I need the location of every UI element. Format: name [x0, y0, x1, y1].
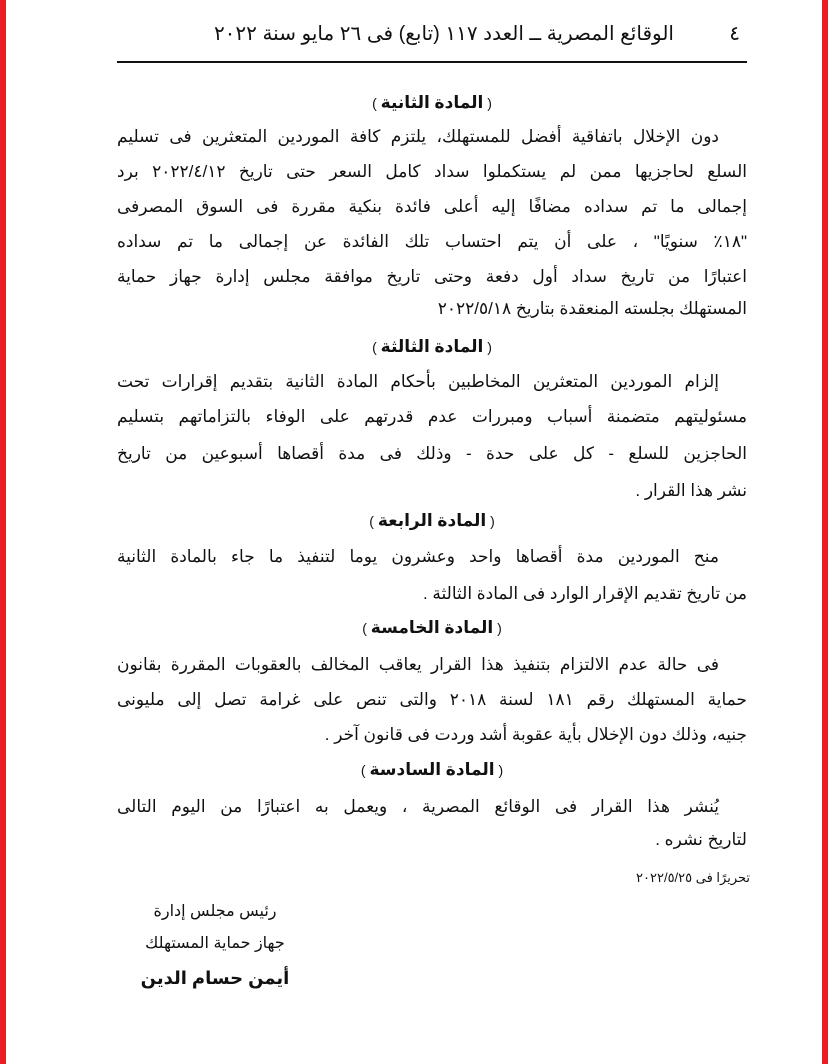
signature-title-line1: رئيس مجلس إدارة: [153, 903, 277, 920]
article-line: "١٨٪ سنويًا" ، على أن يتم احتساب تلك الفائدة عن إجمالى ما تم سداده: [117, 232, 747, 251]
article-line: دون الإخلال باتفاقية أفضل للمستهلك، يلتزم كافة الموردين المتعثرين فى تسليم: [117, 127, 719, 146]
article-heading: ( المادة الخامسة ): [362, 618, 502, 637]
signature-title-line2: جهاز حماية المستهلك: [145, 935, 285, 952]
page-header: [180, 18, 740, 50]
article-line: المستهلك بجلسته المنعقدة بتاريخ ٢٠٢٢/٥/١٨: [437, 299, 747, 318]
article-line: السلع لحاجزيها ممن لم يستكملوا سداد كامل السعر حتى تاريخ ٢٠٢٢/٤/١٢ برد: [117, 162, 748, 181]
article-line: يُنشر هذا القرار فى الوقائع المصرية ، ويعمل به اعتبارًا من اليوم التالى: [117, 797, 719, 816]
article-line: الحاجزين للسلع - كل على حدة - وذلك فى مدة أقصاها أسبوعين من تاريخ: [117, 444, 747, 463]
article-line: جنيه، وذلك دون الإخلال بأية عقوبة أشد وردت فى قانون آخر .: [324, 725, 747, 744]
article-line: حماية المستهلك رقم ١٨١ لسنة ٢٠١٨ والتى تنص على غرامة تصل إلى مليونى: [117, 690, 747, 709]
gazette-title: الوقائع المصرية ــ العدد ١١٧ (تابع) فى ٢٦ مايو سنة ٢٠٢٢: [213, 23, 674, 45]
article-line: منح الموردين مدة أقصاها واحد وعشرون يوما لتنفيذ ما جاء بالمادة الثانية: [117, 547, 719, 566]
article-heading: ( المادة الثانية ): [372, 93, 492, 112]
page-number: ٤: [729, 23, 740, 45]
article-line: مسئوليتهم متضمنة أسباب ومبررات عدم قدرتهم على الوفاء بالتزاماتهم بتسليم: [117, 407, 747, 426]
article-line: إلزام الموردين المتعثرين المخاطبين بأحكام المادة الثانية بتقديم إقرارات تحت: [117, 372, 719, 391]
article-line: إجمالى ما تم سداده مضافًا إليه أعلى فائدة بنكية مقررة فى السوق المصرفى: [117, 197, 747, 216]
article-line: من تاريخ تقديم الإقرار الوارد فى المادة الثالثة .: [422, 584, 747, 603]
article-heading: ( المادة السادسة ): [360, 760, 504, 779]
article-heading: ( المادة الثالثة ): [372, 337, 492, 356]
article-line: لتاريخ نشره .: [655, 830, 747, 849]
dated-line: تحريرًا فى ٢٠٢٢/٥/٢٥: [636, 870, 750, 885]
article-line: نشر هذا القرار .: [635, 481, 747, 500]
header-rule: [117, 61, 747, 63]
article-line: اعتبارًا من تاريخ سداد أول دفعة وحتى تاريخ موافقة مجلس إدارة جهاز حماية: [117, 267, 747, 286]
signatory-name: أيمن حسام الدين: [140, 968, 290, 988]
article-line: فى حالة عدم الالتزام بتنفيذ هذا القرار يعاقب المخالف بالعقوبات المقررة بقانون: [117, 655, 719, 674]
article-heading: ( المادة الرابعة ): [369, 511, 495, 530]
